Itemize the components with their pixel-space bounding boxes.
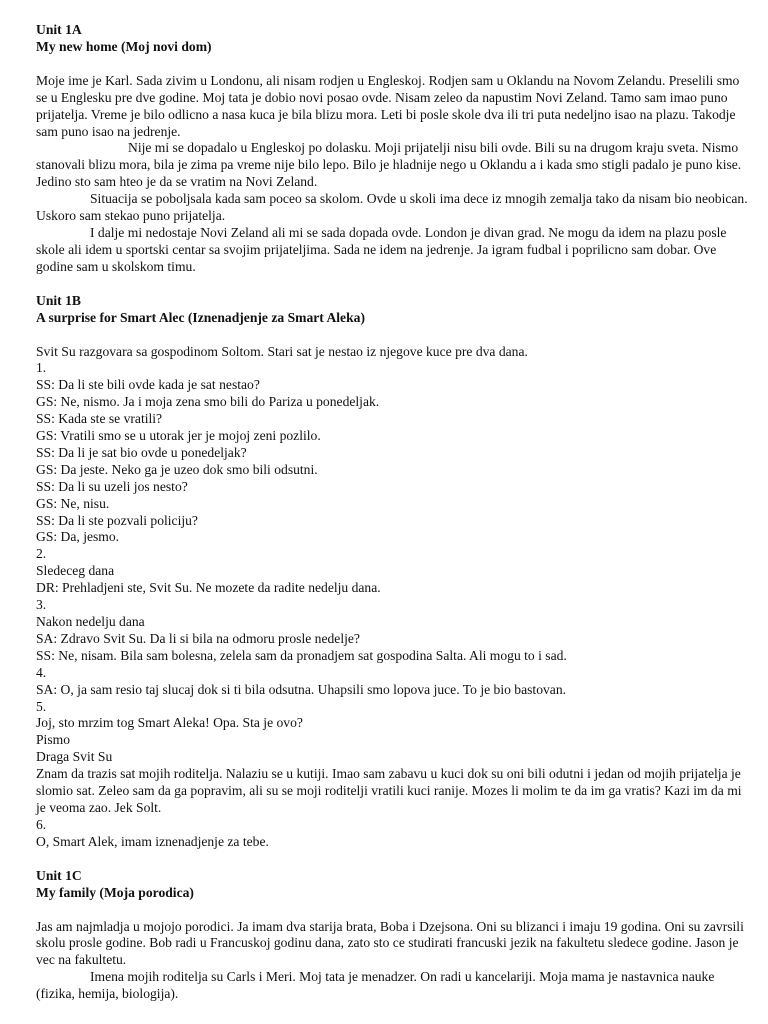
dialogue-line: GS: Ne, nismo. Ja i moja zena smo bili do Pariza u ponedeljak.: [36, 394, 380, 410]
unit-1a-paragraph-3: Situacija se poboljsala kada sam poceo sa skolom. Ovde u skoli ima dece iz mnogih zemalja tako da nisam bio neobican. Uskoro sam stekao puno prijatelja.: [36, 191, 748, 224]
dialogue-line: GS: Da, jesmo.: [36, 529, 120, 545]
dialogue-line: Sledeceg dana: [36, 563, 115, 579]
unit-1a-section: [36, 22, 748, 276]
unit-1c-paragraph-2: Imena mojih roditelja su Carls i Meri. Moj tata je menadzer. On radi u kancelariji. Moja mama je nastavnica nauke (fizika, hemija, biologija).: [36, 969, 715, 1002]
dialogue-line: Joj, sto mrzim tog Smart Aleka! Opa. Sta je ovo?: [36, 715, 303, 731]
dialogue-line: GS: Da jeste. Neko ga je uzeo dok smo bili odsutni.: [36, 461, 318, 477]
dialogue-line: SS: Ne, nisam. Bila sam bolesna, zelela sam da pronadjem sat gospodina Salta. Ali mogu to i sad.: [36, 647, 567, 663]
dialogue-line: SS: Da li ste bili ovde kada je sat nestao?: [36, 377, 260, 393]
dialogue-line: GS: Vratili smo se u utorak jer je mojoj zeni pozlilo.: [36, 428, 321, 444]
unit-1a-number: Unit 1A: [36, 22, 82, 37]
dialogue-line: SS: Da li su uzeli jos nesto?: [36, 478, 188, 494]
unit-1b-number: Unit 1B: [36, 292, 81, 308]
unit-1c-paragraph-1: Jas am najmladja u mojojo porodici. Ja imam dva starija brata, Boba i Dzejsona. Oni su blizanci i imaju 19 godina. Oni su zavrsili skolu prosle godine. Bob radi u Francuskoj godinu dana, zato sto ce studirati francuski jezik na fakultetu sledece godine. Jason je vec na fakultetu.: [36, 918, 744, 968]
dialogue-line: SS: Da li ste pozvali policiju?: [36, 512, 198, 528]
dialogue-line: DR: Prehladjeni ste, Svit Su. Ne mozete da radite nedelju dana.: [36, 580, 381, 596]
dialogue-line: Svit Su razgovara sa gospodinom Soltom. Stari sat je nestao iz njegove kuce pre dva dana.: [36, 343, 528, 359]
unit-1a-paragraph-2: Nije mi se dopadalo u Engleskoj po dolasku. Moji prijatelji nisu bili ovde. Bili su na drugom kraju sveta. Nismo stanovali blizu mora, bila je zima pa vreme nije bilo lepo. Bilo je hladnije nego u Oklandu a i kada smo stigli padalo je puno kise. Jedino sto sam hteo je da se vratim na Novi Zeland.: [36, 140, 742, 190]
letter-body: Znam da trazis sat mojih roditelja. Nalaziu se u kutiji. Imao sam zabavu u kuci dok su oni bili odutni i jedan od mojih prijatelja je slomio sat. Zeleo sam da ga popravim, ali su se moji roditelji vratili kuci ranije. Mozes li molim te da im ga vratis? Kazi im da mi je veoma zao. Jek Solt.: [36, 766, 742, 815]
unit-1b-section: [36, 293, 748, 851]
dialogue-line: Draga Svit Su: [36, 749, 113, 765]
dialogue-line: Nakon nedelju dana: [36, 614, 145, 629]
dialogue-line: SS: Da li je sat bio ovde u ponedeljak?: [36, 444, 247, 460]
dialogue-line: 3.: [36, 597, 47, 613]
dialogue-line: SA: Zdravo Svit Su. Da li si bila na odmoru prosle nedelje?: [36, 630, 360, 646]
dialogue-line: 4.: [36, 664, 47, 680]
dialogue-line: SS: Kada ste se vratili?: [36, 411, 163, 427]
dialogue-line: 1.: [36, 360, 47, 376]
dialogue-line: 5.: [36, 698, 47, 714]
dialogue-line: 2.: [36, 546, 47, 562]
dialogue-line: GS: Ne, nisu.: [36, 495, 110, 511]
unit-1c-section: [36, 868, 748, 1003]
unit-1a-title: My new home (Moj novi dom): [36, 38, 212, 54]
unit-1b-title: A surprise for Smart Alec (Iznenadjenje za Smart Aleka): [36, 309, 365, 325]
dialogue-line: O, Smart Alek, imam iznenadjenje za tebe.: [36, 833, 269, 849]
dialogue-line: Pismo: [36, 732, 70, 748]
unit-1a-paragraph-1: Moje ime je Karl. Sada zivim u Londonu, ali nisam rodjen u Engleskoj. Rodjen sam u Oklandu na Novom Zelandu. Preselili smo se u Englesku pre dve godine. Moj tata je dobio novi posao ovde. Nisam zeleo da napustim Novi Zeland. Tamo sam imao puno prijatelja. Vreme je bilo odlicno a nasa kuca je bila blizu mora. Leti bi posle skole dva ili tri puta nedeljno isao na plazu. Takodje sam puno isao na jedrenje.: [36, 72, 740, 139]
unit-1a-paragraph-4: I dalje mi nedostaje Novi Zeland ali mi se sada dopada ovde. London je divan grad. Ne mogu da idem na plazu posle skole ali idem u sportski centar sa svojim prijateljima. Sada ne idem na jedrenje. Ja igram fudbal i poprilicno sam dobar. Ove godine sam u skolskom timu.: [36, 224, 727, 274]
document: [36, 22, 748, 1003]
unit-1c-title: My family (Moja porodica): [36, 884, 194, 900]
unit-1c-number: Unit 1C: [36, 867, 82, 883]
dialogue-line: SA: O, ja sam resio taj slucaj dok si ti bila odsutna. Uhapsili smo lopova juce. To je bio bastovan.: [36, 681, 567, 697]
dialogue-line: 6.: [36, 816, 47, 832]
